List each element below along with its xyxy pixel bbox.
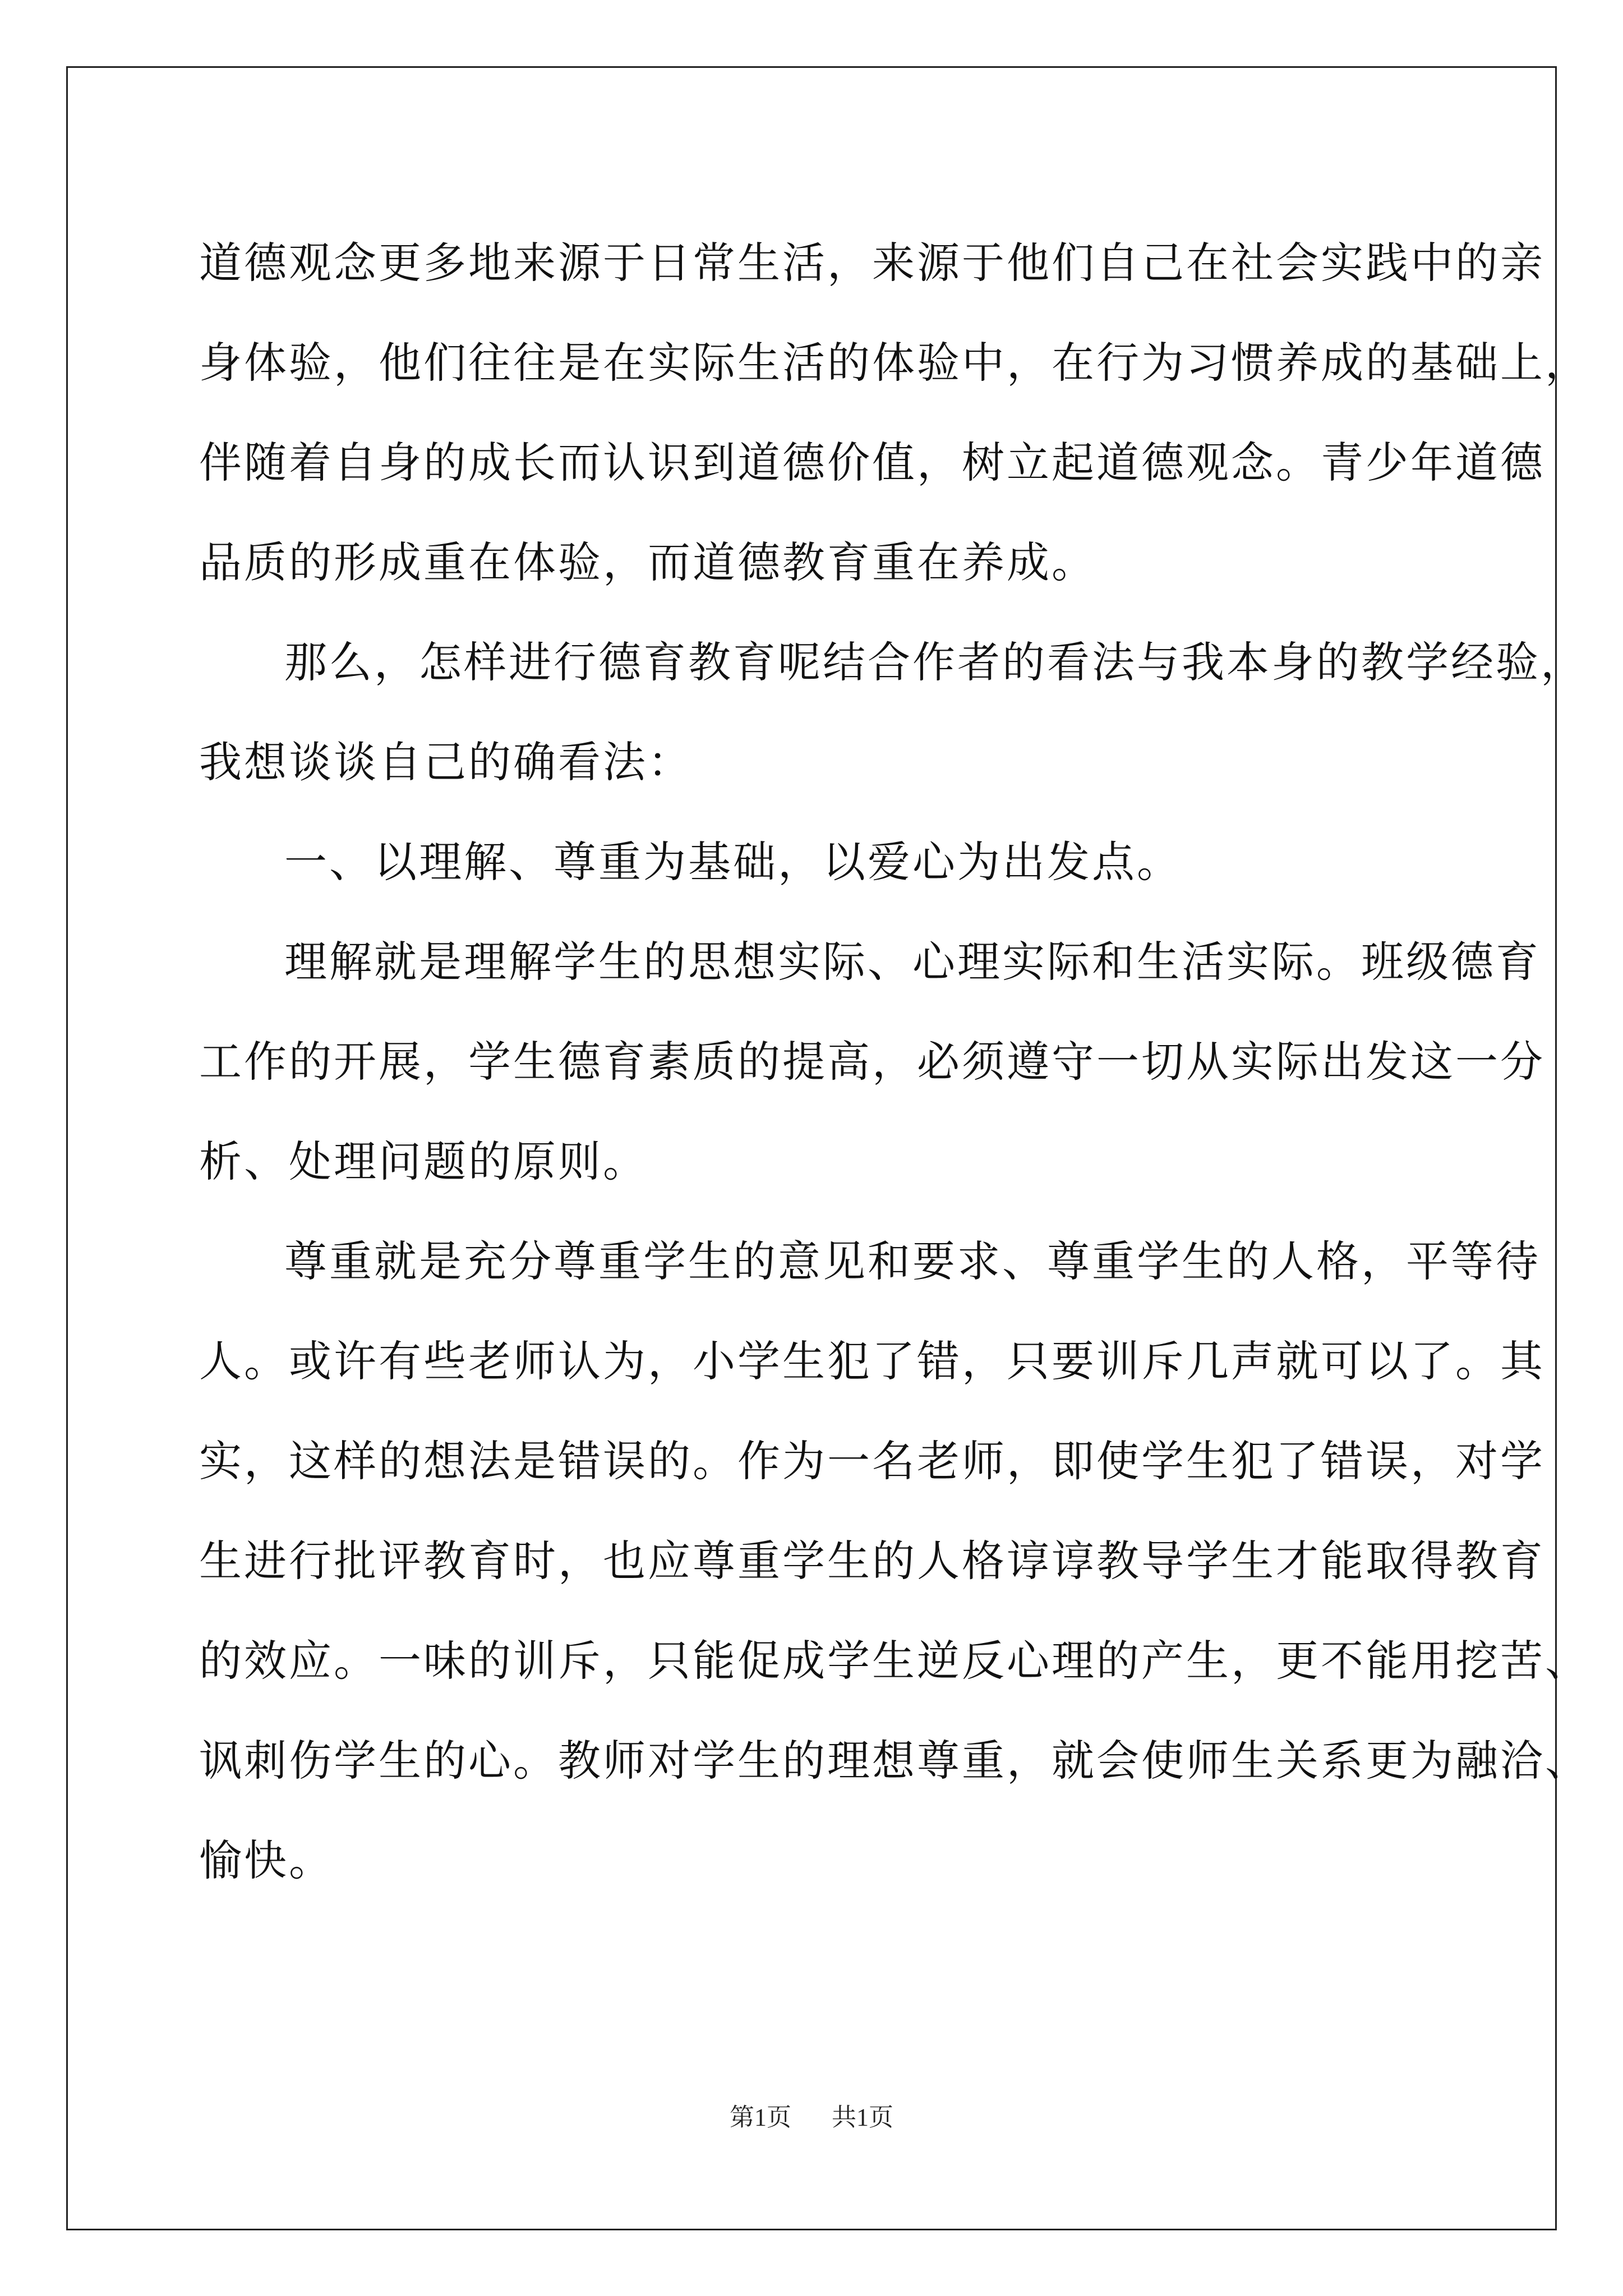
text-line: 人。或许有些老师认为，小学生犯了错，只要训斥几声就可以了。其	[199, 1336, 1545, 1386]
text-line: 品质的形成重在体验，而道德教育重在养成。	[199, 537, 1096, 587]
text-line: 工作的开展，学生德育素质的提高，必须遵守一切从实际出发这一分	[199, 1037, 1545, 1087]
text-line: 理解就是理解学生的思想实际、心理实际和生活实际。班级德育	[284, 937, 1541, 987]
text-line: 讽刺伤学生的心。教师对学生的理想尊重，就会使师生关系更为融洽、	[199, 1736, 1590, 1786]
page-footer	[0, 2101, 1623, 2134]
text-line: 尊重就是充分尊重学生的意见和要求、尊重学生的人格，平等待	[284, 1236, 1541, 1286]
page-total: 共1页	[832, 2104, 893, 2131]
page-number: 第1页	[730, 2104, 791, 2131]
text-line: 那么，怎样进行德育教育呢结合作者的看法与我本身的教学经验，	[284, 637, 1585, 687]
text-line: 的效应。一味的训斥，只能促成学生逆反心理的产生，更不能用挖苦、	[199, 1636, 1590, 1686]
text-line: 道德观念更多地来源于日常生活，来源于他们自己在社会实践中的亲	[199, 238, 1545, 288]
text-line: 愉快。	[199, 1835, 334, 1885]
text-line: 生进行批评教育时，也应尊重学生的人格谆谆教导学生才能取得教育	[199, 1536, 1545, 1586]
text-line: 一、以理解、尊重为基础，以爱心为出发点。	[284, 837, 1182, 887]
text-line: 伴随着自身的成长而认识到道德价值，树立起道德观念。青少年道德	[199, 438, 1545, 487]
text-line: 身体验，他们往往是在实际生活的体验中，在行为习惯养成的基础上，	[199, 338, 1590, 388]
text-line: 实，这样的想法是错误的。作为一名老师，即使学生犯了错误，对学	[199, 1436, 1545, 1486]
text-line: 析、处理问题的原则。	[199, 1137, 648, 1186]
text-line: 我想谈谈自己的确看法：	[199, 737, 693, 787]
document-body	[199, 213, 1590, 1911]
